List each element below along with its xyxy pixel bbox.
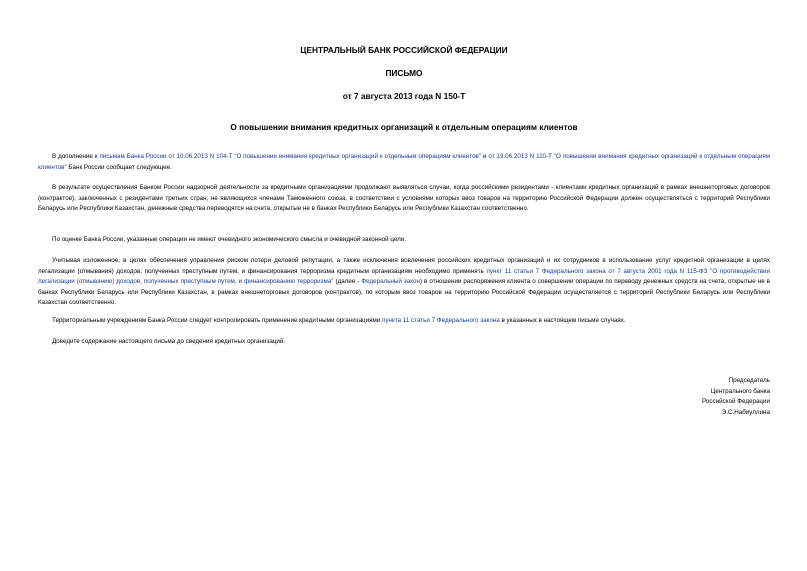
federal-law-article-link[interactable]: пункта 11 статьи 7 Федерального закона [382, 317, 500, 324]
signature-organization: Центрального банка [710, 387, 770, 395]
paragraph-text: в указанных в настоящем письме случаях. [499, 317, 626, 324]
signature-country: Российской Федерации [702, 398, 770, 405]
paragraph-intro [38, 152, 770, 173]
paragraph-text: Учитывая изложенное, в целях обеспечения управления риском потери деловой репутации, а также исключения вовлечения российских кредитных организаций и их сотрудников в использование услуг кредитной организации в целях легализации (отмывания) доходов, полученных преступным путем, и финансирования терроризма кредитным организациям необходимо применять [38, 257, 770, 275]
document-page [38, 0, 770, 571]
letter-110t-link[interactable]: от 19.06.2013 N 110-Т "О повышении внимания кредитных организаций к отдельным операциям клиентов" [38, 153, 771, 171]
paragraph-text: В дополнение к [52, 153, 100, 160]
signature-position: Председатель [728, 377, 770, 384]
paragraph-text: Территориальным учреждениям Банка России следует контролировать применение кредитными организациями [52, 317, 383, 324]
paragraph-assessment: По оценке Банка России, указанные операции не имеют очевидного экономического смысла и очевидной законной цели. [52, 236, 407, 243]
issuer-title: ЦЕНТРАЛЬНЫЙ БАНК РОССИЙСКОЙ ФЕДЕРАЦИИ [300, 45, 508, 55]
federal-law-short-link[interactable]: Федеральный закон [361, 278, 420, 285]
paragraph-requirements [38, 256, 770, 309]
paragraph-control [38, 316, 770, 327]
letter-104t-link[interactable]: письмам Банка России от 10.06.2013 N 104-Т "О повышении внимания кредитных организаций к отдельным операциям клиентов" [99, 153, 482, 160]
paragraph-text: (далее - [333, 278, 362, 285]
paragraph-text: и [481, 153, 489, 160]
paragraph-closing: Доведите содержание настоящего письма до сведения кредитных организаций. [52, 338, 286, 345]
signature-block [702, 376, 770, 418]
paragraph-text: Банк России сообщает следующее. [66, 163, 172, 171]
document-type: ПИСЬМО [385, 68, 423, 78]
signature-name: Э.С.Набиуллина [721, 408, 770, 416]
document-subject: О повышении внимания кредитных организаций к отдельным операциям клиентов [230, 122, 578, 132]
federal-law-115fz-link[interactable]: пункт 11 статьи 7 Федерального закона от 7 августа 2001 года N 115-ФЗ "О противодействии легализации (отмыванию) доходов, полученных преступным путем, и финансированию терроризма" [38, 267, 771, 285]
paragraph-findings: В результате осуществления Банком России надзорной деятельности за кредитными организациями продолжают выявляться случаи, когда российскими резидентами - клиентами кредитных организаций в рамках внешнеторговых договоров (контрактов), заключенных с резидентами третьих стран, не являющихся членами Таможенного союза, в соответствии с условиями которых ввоз товаров на территорию Российской Федерации должен осуществляться с территорий Республики Беларусь или Республики Казахстан, денежные средства переводятся на счета, открытые не в банках Республики Беларусь или Республики Казахстан соответственно. [38, 184, 770, 212]
document-date-number: от 7 августа 2013 года N 150-Т [342, 91, 466, 101]
paragraph-text: ) в отношении распоряжения клиента о совершении операции по переводу денежных средств на счета, открытые не в банках Республики Беларусь или Республики Казахстан, в рамках внешнеторговых договоров (контрактов), по которым ввоз товаров на территорию Российской Федерации осуществляется с территорий Республики Беларусь или Республики Казахстан соответственно. [38, 278, 770, 306]
